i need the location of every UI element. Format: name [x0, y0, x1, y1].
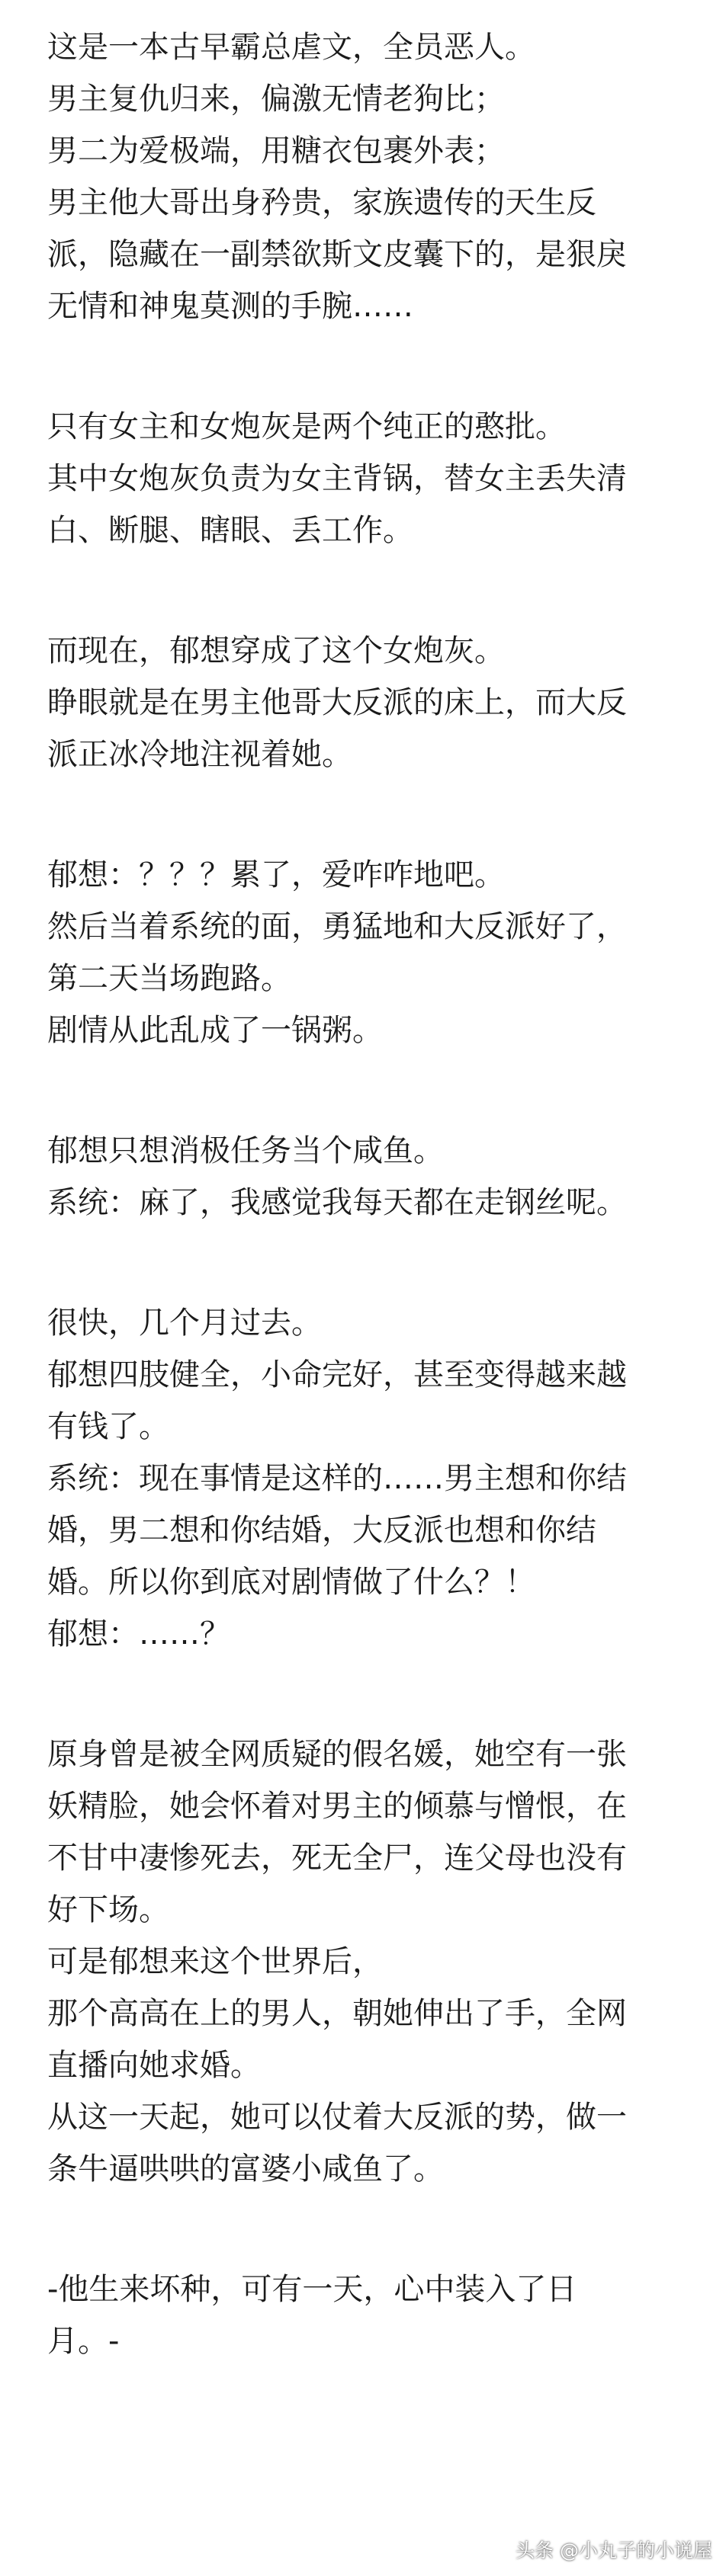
paragraph — [47, 1125, 695, 1229]
text-line: 妖精脸，她会怀着对男主的倾慕与憎恨，在 — [47, 1789, 627, 1824]
text-line: 好下场。 — [47, 1892, 169, 1927]
text-line: 第二天当场跑路。 — [47, 961, 291, 996]
text-line: 系统：麻了，我感觉我每天都在走钢丝呢。 — [47, 1185, 627, 1220]
text-line: 婚。所以你到底对剧情做了什么？！ — [47, 1565, 535, 1600]
text-line: 这是一本古早霸总虐文，全员恶人。 — [47, 30, 535, 65]
text-line: 可是郁想来这个世界后， — [47, 1944, 383, 1979]
text-line: 男主复仇归来，偏激无情老狗比； — [47, 82, 505, 117]
text-line: 郁想只想消极任务当个咸鱼。 — [47, 1133, 444, 1168]
source-watermark: 头条 @小丸子的小说屋 — [516, 2539, 712, 2562]
text-line: 郁想：……？ — [47, 1616, 230, 1652]
text-line: 有钱了。 — [47, 1409, 169, 1444]
text-line: 原身曾是被全网质疑的假名媛，她空有一张 — [47, 1737, 627, 1772]
text-line: 很快，几个月过去。 — [47, 1306, 322, 1341]
text-line: 只有女主和女炮灰是两个纯正的憨批。 — [47, 409, 566, 444]
text-line: 条牛逼哄哄的富婆小咸鱼了。 — [47, 2151, 444, 2187]
paragraph — [47, 1297, 695, 1660]
text-line: 然后当着系统的面，勇猛地和大反派好了， — [47, 909, 627, 944]
text-line: 不甘中凄惨死去，死无全尸，连父母也没有 — [47, 1841, 627, 1876]
text-line: 男主他大哥出身矜贵，家族遗传的天生反 — [47, 185, 596, 220]
text-line: 婚，男二想和你结婚，大反派也想和你结 — [47, 1513, 596, 1548]
text-line: 郁想四肢健全，小命完好，甚至变得越来越 — [47, 1357, 627, 1392]
text-line: 男二为爱极端，用糖衣包裹外表； — [47, 133, 505, 168]
text-line: 其中女炮灰负责为女主背锅，替女主丢失清 — [47, 461, 627, 496]
paragraph — [47, 1729, 695, 2195]
text-line: 月。- — [47, 2324, 120, 2359]
text-line: -他生来坏种，可有一天，心中装入了日 — [47, 2272, 577, 2307]
text-line: 而现在，郁想穿成了这个女炮灰。 — [47, 633, 505, 668]
paragraph — [47, 625, 695, 780]
text-line: 从这一天起，她可以仗着大反派的势，做一 — [47, 2100, 627, 2135]
text-line: 直播向她求婚。 — [47, 2048, 261, 2083]
text-line: 白、断腿、瞎眼、丢工作。 — [47, 513, 413, 548]
text-line: 郁想：？？？累了，爱咋咋地吧。 — [47, 857, 505, 892]
text-line: 派，隐藏在一副禁欲斯文皮囊下的，是狠戾 — [47, 237, 627, 272]
paragraph — [47, 849, 695, 1056]
text-line: 剧情从此乱成了一锅粥。 — [47, 1013, 383, 1048]
paragraph — [47, 401, 695, 556]
article-body — [47, 21, 695, 2436]
text-line: 系统：现在事情是这样的……男主想和你结 — [47, 1461, 627, 1496]
text-line: 那个高高在上的男人，朝她伸出了手，全网 — [47, 1996, 627, 2031]
text-line: 无情和神鬼莫测的手腕…… — [47, 289, 413, 324]
text-line: 派正冰冷地注视着她。 — [47, 737, 352, 772]
paragraph — [47, 21, 695, 332]
text-line: 睁眼就是在男主他哥大反派的床上，而大反 — [47, 685, 627, 720]
paragraph — [47, 2264, 695, 2367]
